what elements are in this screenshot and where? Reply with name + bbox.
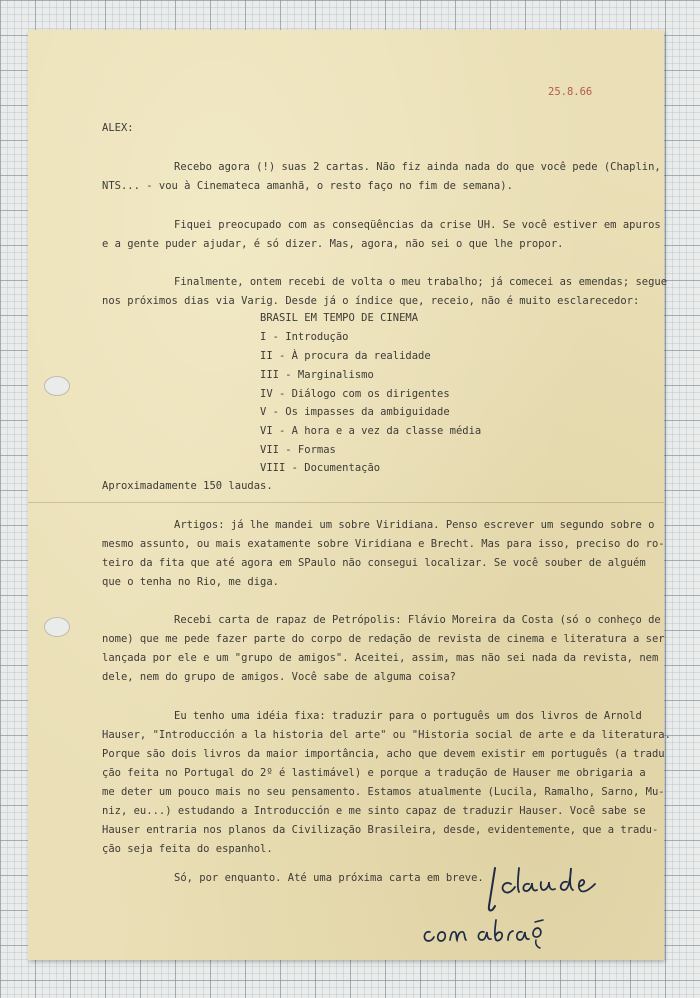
punch-hole-top (44, 376, 70, 396)
index-item: VII - Formas (260, 444, 336, 456)
paragraph-6-line: me deter um pouco mais no seu pensamento. Estamos atualmente (Lucila, Ramalho, Sarno, Mu- (102, 786, 665, 798)
fold-line (28, 502, 664, 503)
index-item: II - À procura da realidade (260, 350, 431, 362)
closing-line: Só, por enquanto. Até uma próxima carta em breve. (174, 872, 484, 884)
paragraph-5-line: lançada por ele e um "grupo de amigos". Aceitei, assim, mas não sei nada da revista, nem (102, 652, 659, 664)
index-item: I - Introdução (260, 331, 349, 343)
index-item: IV - Diálogo com os dirigentes (260, 388, 450, 400)
pages-note: Aproximadamente 150 laudas. (102, 480, 273, 492)
index-item: III - Marginalismo (260, 369, 374, 381)
paragraph-6-line: Eu tenho uma idéia fixa: traduzir para o português um dos livros de Arnold (174, 710, 642, 722)
paragraph-5-line: Recebi carta de rapaz de Petrópolis: Flávio Moreira da Costa (só o conheço de (174, 614, 661, 626)
paragraph-3-line: Finalmente, ontem recebi de volta o meu trabalho; já comecei as emendas; segue (174, 276, 668, 288)
index-title: BRASIL EM TEMPO DE CINEMA (260, 312, 419, 324)
index-item: V - Os impasses da ambiguidade (260, 406, 450, 418)
index-item: VI - A hora e a vez da classe média (260, 425, 482, 437)
letter-date: 25.8.66 (548, 86, 593, 98)
index-item: VIII - Documentação (260, 462, 381, 474)
paragraph-6-line: niz, eu...) estudando a Introducción e me sinto capaz de traduzir Hauser. Você sabe se (102, 805, 646, 817)
paragraph-1-line: Recebo agora (!) suas 2 cartas. Não fiz ainda nada do que você pede (Chaplin, (174, 161, 661, 173)
letter-sheet (28, 30, 671, 960)
paragraph-5-line: dele, nem do grupo de amigos. Você sabe de alguma coisa? (102, 671, 457, 683)
paragraph-4-line: mesmo assunto, ou mais exatamente sobre Viridiana e Brecht. Mas para isso, preciso do ro- (102, 538, 665, 550)
paragraph-4-line: que o tenha no Rio, me diga. (102, 576, 280, 588)
paragraph-6-line: Hauser, "Introducción a la historia del arte" ou "Historia social de arte e da literatura. (102, 729, 671, 741)
handwritten-closing (418, 916, 568, 952)
paragraph-6-line: ção seja feita do espanhol. (102, 843, 273, 855)
handwritten-signature (483, 860, 603, 920)
paragraph-6-line: Porque são dois livros da maior importância, acho que devem existir em português (a tradu (102, 748, 665, 760)
punch-hole-bottom (44, 617, 70, 637)
paragraph-2-line: Fiquei preocupado com as conseqüências da crise UH. Se você estiver em apuros (174, 219, 661, 231)
paragraph-6-line: ção feita no Portugal do 2º é lastimável) e porque a tradução de Hauser me obrigaria a (102, 767, 646, 779)
paragraph-1-line: NTS... - vou à Cinemateca amanhã, o resto faço no fim de semana). (102, 180, 513, 192)
paragraph-2-line: e a gente puder ajudar, é só dizer. Mas, agora, não sei o que lhe propor. (102, 238, 564, 250)
greeting: ALEX: (102, 122, 134, 134)
paragraph-6-line: Hauser entraria nos planos da Civilização Brasileira, desde, evidentemente, que a tradu- (102, 824, 659, 836)
paragraph-4-line: Artigos: já lhe mandei um sobre Viridiana. Penso escrever um segundo sobre o (174, 519, 655, 531)
paragraph-5-line: nome) que me pede fazer parte do corpo de redação de revista de cinema e literatura a ser (102, 633, 665, 645)
paragraph-3-line: nos próximos dias via Varig. Desde já o índice que, receio, não é muito esclarecedor: (102, 295, 640, 307)
paragraph-4-line: teiro da fita que até agora em SPaulo não consegui localizar. Se você souber de alguém (102, 557, 646, 569)
